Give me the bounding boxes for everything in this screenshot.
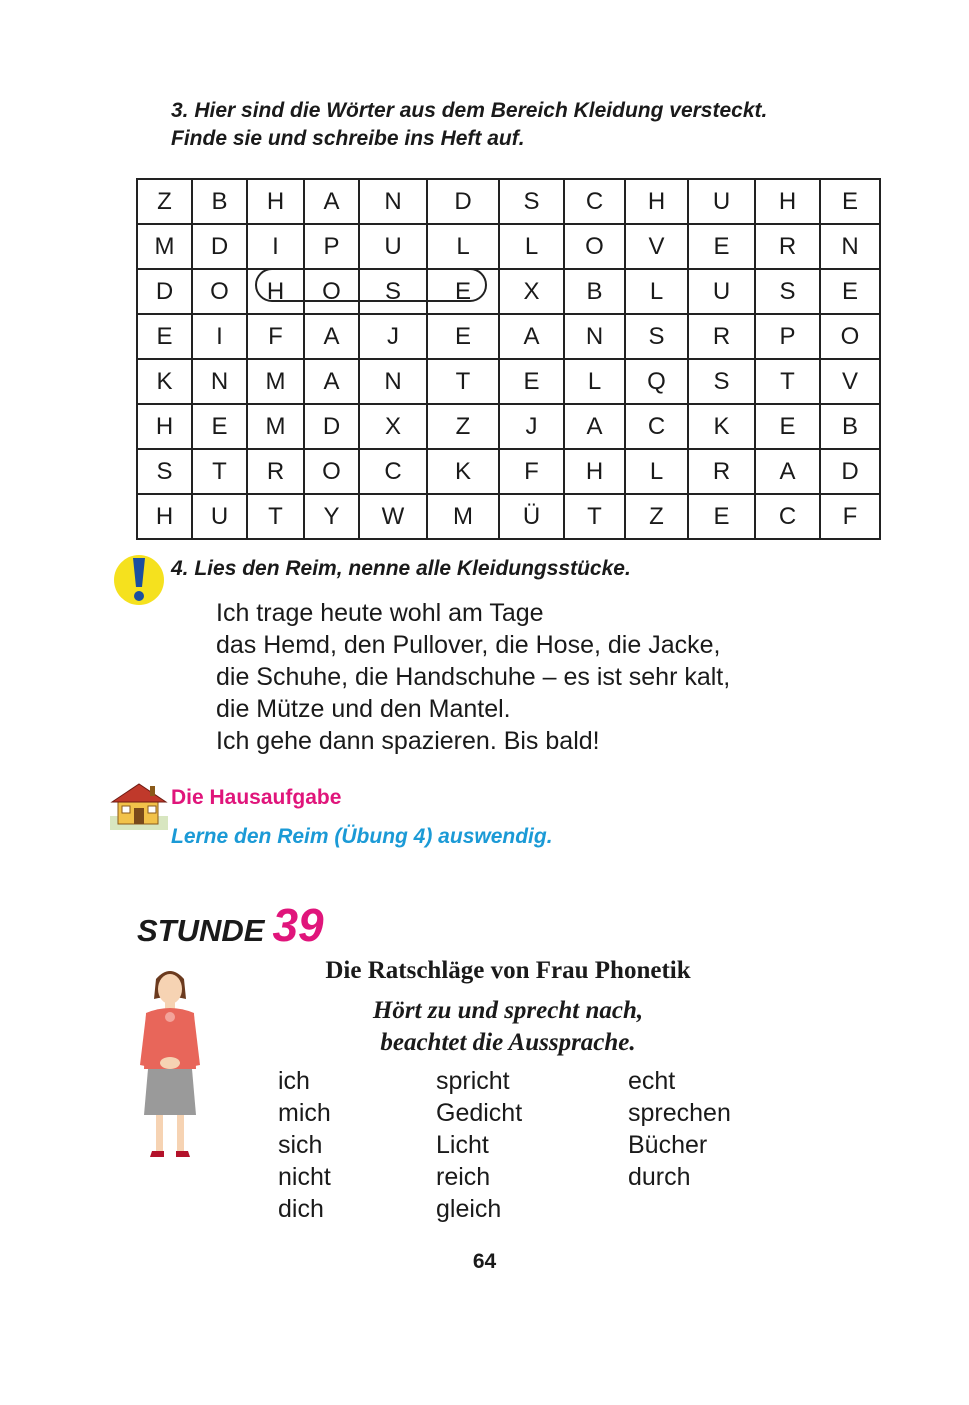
- grid-cell: H: [625, 179, 688, 224]
- grid-cell: U: [359, 224, 427, 269]
- word-item: echt: [628, 1067, 676, 1095]
- grid-row: [137, 224, 880, 269]
- word-item: durch: [628, 1163, 691, 1191]
- grid-cell: E: [820, 179, 880, 224]
- grid-cell: K: [688, 404, 755, 449]
- lesson-word: STUNDE: [137, 913, 265, 948]
- grid-cell: S: [688, 359, 755, 404]
- grid-cell: P: [755, 314, 820, 359]
- grid-cell: N: [192, 359, 247, 404]
- grid-cell: D: [427, 179, 499, 224]
- exclamation-icon: [112, 553, 166, 607]
- phonetics-title: Die Ratschläge von Frau Phonetik: [325, 957, 691, 984]
- grid-cell: Z: [625, 494, 688, 539]
- grid-cell: T: [564, 494, 625, 539]
- grid-cell: E: [499, 359, 564, 404]
- grid-cell: A: [304, 179, 359, 224]
- grid-cell: H: [137, 404, 192, 449]
- grid-row: [137, 404, 880, 449]
- grid-cell: L: [625, 269, 688, 314]
- poem-line: Ich trage heute wohl am Tage: [216, 599, 544, 627]
- grid-cell: U: [688, 179, 755, 224]
- grid-cell: C: [625, 404, 688, 449]
- grid-cell: U: [192, 494, 247, 539]
- grid-cell: H: [564, 449, 625, 494]
- grid-cell: W: [359, 494, 427, 539]
- grid-cell: X: [359, 404, 427, 449]
- grid-cell: C: [755, 494, 820, 539]
- grid-cell: J: [499, 404, 564, 449]
- grid-cell: E: [427, 314, 499, 359]
- grid-cell: D: [820, 449, 880, 494]
- exercise-4-title: 4. Lies den Reim, nenne alle Kleidungsstücke.: [171, 557, 631, 580]
- word-item: reich: [436, 1163, 491, 1191]
- grid-row: [137, 449, 880, 494]
- page-number: 64: [472, 1250, 497, 1273]
- grid-cell: E: [137, 314, 192, 359]
- exercise-3-title-line1: 3. Hier sind die Wörter aus dem Bereich Kleidung versteckt.: [171, 99, 768, 122]
- poem-line: die Schuhe, die Handschuhe – es ist sehr kalt,: [216, 663, 731, 691]
- grid-cell: S: [359, 269, 427, 314]
- house-icon: [110, 780, 168, 830]
- grid-cell: D: [137, 269, 192, 314]
- grid-row: [137, 494, 880, 539]
- word-item: dich: [278, 1195, 324, 1223]
- grid-cell: F: [499, 449, 564, 494]
- grid-cell: B: [564, 269, 625, 314]
- grid-cell: A: [755, 449, 820, 494]
- grid-cell: T: [427, 359, 499, 404]
- grid-cell: A: [564, 404, 625, 449]
- grid-cell: U: [688, 269, 755, 314]
- grid-cell: E: [688, 494, 755, 539]
- word-search-grid: [136, 178, 881, 540]
- grid-cell: E: [820, 269, 880, 314]
- grid-cell: A: [304, 359, 359, 404]
- grid-cell: M: [427, 494, 499, 539]
- teacher-illustration: [130, 965, 210, 1165]
- poem: [216, 597, 730, 757]
- grid-cell: E: [688, 224, 755, 269]
- grid-cell: H: [247, 179, 304, 224]
- lesson-number: 39: [272, 899, 324, 951]
- grid-cell: N: [820, 224, 880, 269]
- grid-cell: B: [192, 179, 247, 224]
- grid-cell: L: [499, 224, 564, 269]
- grid-cell: Z: [427, 404, 499, 449]
- word-item: nicht: [278, 1163, 331, 1191]
- word-item: sich: [278, 1131, 323, 1159]
- grid-cell: K: [427, 449, 499, 494]
- grid-row: [137, 269, 880, 314]
- grid-cell: M: [247, 359, 304, 404]
- grid-cell: Ü: [499, 494, 564, 539]
- grid-cell: A: [304, 314, 359, 359]
- grid-cell: R: [688, 449, 755, 494]
- instruction-line: beachtet die Aussprache.: [380, 1029, 636, 1056]
- grid-cell: R: [755, 224, 820, 269]
- poem-line: die Mütze und den Mantel.: [216, 695, 511, 723]
- poem-line: das Hemd, den Pullover, die Hose, die Jacke,: [216, 631, 721, 659]
- grid-cell: E: [427, 269, 499, 314]
- grid-row: [137, 359, 880, 404]
- grid-cell: E: [755, 404, 820, 449]
- word-column-3: [628, 1065, 731, 1193]
- grid-cell: N: [359, 179, 427, 224]
- grid-cell: S: [499, 179, 564, 224]
- grid-cell: H: [247, 269, 304, 314]
- grid-cell: S: [625, 314, 688, 359]
- word-column-1: [278, 1065, 331, 1225]
- grid-cell: R: [688, 314, 755, 359]
- word-item: ich: [278, 1067, 310, 1095]
- word-item: mich: [278, 1099, 331, 1127]
- grid-cell: P: [304, 224, 359, 269]
- grid-cell: T: [192, 449, 247, 494]
- grid-cell: J: [359, 314, 427, 359]
- grid-cell: X: [499, 269, 564, 314]
- grid-cell: L: [427, 224, 499, 269]
- grid-row: [137, 179, 880, 224]
- grid-cell: N: [359, 359, 427, 404]
- grid-cell: E: [192, 404, 247, 449]
- grid-cell: V: [820, 359, 880, 404]
- grid-cell: S: [755, 269, 820, 314]
- grid-row: [137, 314, 880, 359]
- grid-cell: I: [247, 224, 304, 269]
- grid-cell: F: [247, 314, 304, 359]
- grid-cell: O: [564, 224, 625, 269]
- exercise-3-title: [171, 97, 881, 153]
- grid-cell: L: [625, 449, 688, 494]
- grid-cell: N: [564, 314, 625, 359]
- grid-cell: C: [564, 179, 625, 224]
- grid-cell: V: [625, 224, 688, 269]
- grid-cell: L: [564, 359, 625, 404]
- instruction-line: Hört zu und sprecht nach,: [372, 997, 644, 1024]
- grid-cell: O: [192, 269, 247, 314]
- grid-cell: Z: [137, 179, 192, 224]
- grid-cell: S: [137, 449, 192, 494]
- grid-cell: O: [304, 269, 359, 314]
- poem-line: Ich gehe dann spazieren. Bis bald!: [216, 727, 600, 755]
- grid-cell: Q: [625, 359, 688, 404]
- grid-cell: C: [359, 449, 427, 494]
- grid-cell: O: [304, 449, 359, 494]
- homework-text: Lerne den Reim (Übung 4) auswendig.: [171, 825, 553, 848]
- grid-cell: R: [247, 449, 304, 494]
- grid-cell: B: [820, 404, 880, 449]
- homework-title: Die Hausaufgabe: [171, 786, 342, 809]
- grid-cell: Y: [304, 494, 359, 539]
- grid-cell: M: [137, 224, 192, 269]
- grid-cell: K: [137, 359, 192, 404]
- grid-cell: H: [755, 179, 820, 224]
- grid-cell: D: [192, 224, 247, 269]
- grid-cell: H: [137, 494, 192, 539]
- word-item: sprechen: [628, 1099, 731, 1127]
- word-item: Bücher: [628, 1131, 708, 1159]
- grid-cell: M: [247, 404, 304, 449]
- grid-cell: I: [192, 314, 247, 359]
- grid-cell: T: [755, 359, 820, 404]
- word-item: spricht: [436, 1067, 510, 1095]
- grid-cell: O: [820, 314, 880, 359]
- grid-cell: T: [247, 494, 304, 539]
- grid-cell: F: [820, 494, 880, 539]
- grid-cell: A: [499, 314, 564, 359]
- exercise-3-title-line2: Finde sie und schreibe ins Heft auf.: [171, 127, 525, 150]
- word-item: gleich: [436, 1195, 502, 1223]
- phonetics-instruction: [260, 995, 756, 1059]
- word-item: Licht: [436, 1131, 489, 1159]
- word-item: Gedicht: [436, 1099, 523, 1127]
- lesson-heading: [137, 898, 324, 952]
- grid-cell: D: [304, 404, 359, 449]
- word-column-2: [436, 1065, 522, 1225]
